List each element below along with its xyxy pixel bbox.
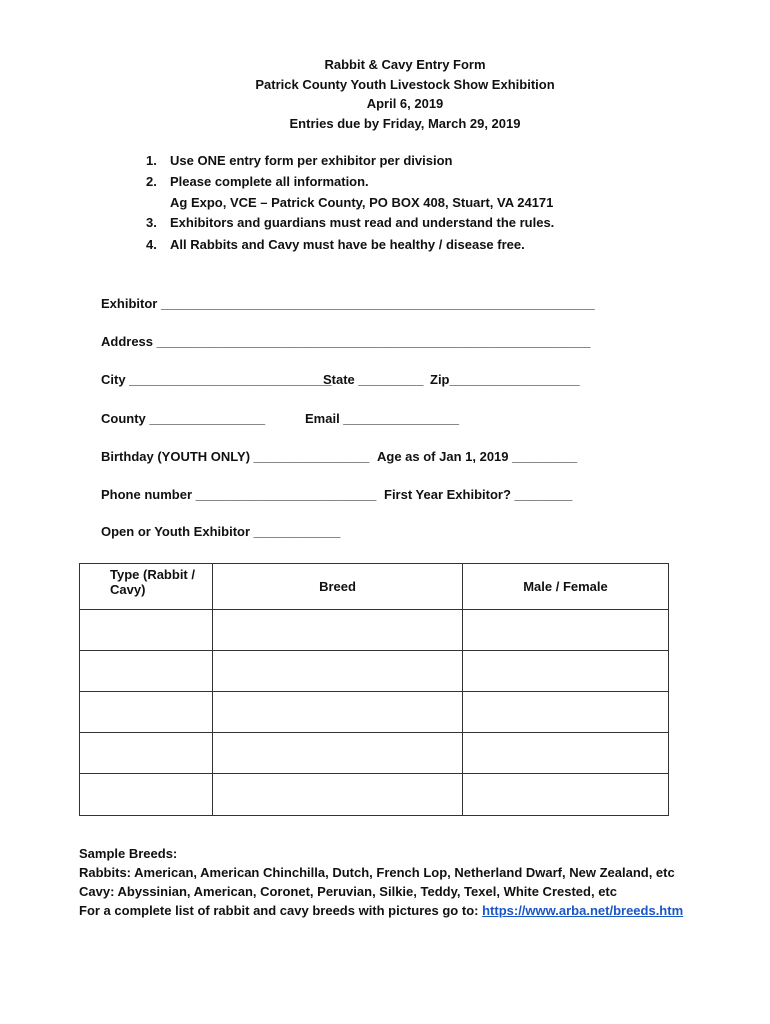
breeds-link[interactable]: https://www.arba.net/breeds.htm	[482, 903, 684, 918]
phone-field[interactable]: Phone number _________________________	[101, 487, 377, 502]
instruction-address: Ag Expo, VCE – Patrick County, PO BOX 408, Stuart, VA 24171	[170, 195, 554, 210]
type-cell[interactable]	[80, 692, 213, 733]
type-cell[interactable]	[80, 651, 213, 692]
breeds-link-line	[79, 903, 683, 918]
entry-deadline: Entries due by Friday, March 29, 2019	[289, 116, 521, 131]
breed-cell[interactable]	[213, 610, 463, 651]
county-field[interactable]: County ________________	[101, 411, 266, 426]
event-name: Patrick County Youth Livestock Show Exhibition	[255, 77, 555, 92]
table-row	[80, 733, 669, 774]
sex-cell[interactable]	[463, 610, 669, 651]
sex-cell[interactable]	[463, 692, 669, 733]
open-youth-field[interactable]: Open or Youth Exhibitor ____________	[101, 524, 341, 539]
breed-cell[interactable]	[213, 774, 463, 816]
breed-cell[interactable]	[213, 651, 463, 692]
exhibitor-field[interactable]: Exhibitor ____________________________________________________________	[101, 296, 595, 311]
type-cell[interactable]	[80, 610, 213, 651]
zip-field[interactable]: Zip__________________	[430, 372, 580, 387]
instruction-text: Please complete all information.	[170, 174, 369, 189]
instruction-number: 1.	[146, 153, 157, 168]
first-year-field[interactable]: First Year Exhibitor? ________	[384, 487, 573, 502]
table-row	[80, 651, 669, 692]
sex-cell[interactable]	[463, 733, 669, 774]
sample-rabbits: Rabbits: American, American Chinchilla, Dutch, French Lop, Netherland Dwarf, New Zealand, etc	[79, 865, 675, 880]
instruction-number: 2.	[146, 174, 157, 189]
column-header-sex: Male / Female	[463, 564, 669, 610]
sex-cell[interactable]	[463, 651, 669, 692]
column-header-type: Type (Rabbit / Cavy)	[80, 564, 213, 610]
column-header-breed: Breed	[213, 564, 463, 610]
sample-cavy: Cavy: Abyssinian, American, Coronet, Peruvian, Silkie, Teddy, Texel, White Crested, etc	[79, 884, 617, 899]
state-field[interactable]: State _________	[323, 372, 424, 387]
instruction-number: 3.	[146, 215, 157, 230]
table-row	[80, 774, 669, 816]
city-field[interactable]: City ____________________________	[101, 372, 332, 387]
address-field[interactable]: Address ____________________________________________________________	[101, 334, 591, 349]
form-title: Rabbit & Cavy Entry Form	[324, 57, 486, 72]
age-field[interactable]: Age as of Jan 1, 2019 _________	[377, 449, 578, 464]
email-field[interactable]: Email ________________	[305, 411, 459, 426]
birthday-field[interactable]: Birthday (YOUTH ONLY) ________________	[101, 449, 370, 464]
instruction-text: All Rabbits and Cavy must have be healthy / disease free.	[170, 237, 525, 252]
type-cell[interactable]	[80, 774, 213, 816]
entry-table	[79, 563, 669, 816]
event-date: April 6, 2019	[366, 96, 444, 111]
sex-cell[interactable]	[463, 774, 669, 816]
sample-heading: Sample Breeds:	[79, 846, 178, 861]
table-row	[80, 692, 669, 733]
breed-cell[interactable]	[213, 733, 463, 774]
breed-cell[interactable]	[213, 692, 463, 733]
instruction-text: Use ONE entry form per exhibitor per division	[170, 153, 453, 168]
table-header-row	[80, 564, 669, 610]
instruction-number: 4.	[146, 237, 157, 252]
table-row	[80, 610, 669, 651]
instruction-text: Exhibitors and guardians must read and understand the rules.	[170, 215, 555, 230]
type-cell[interactable]	[80, 733, 213, 774]
breeds-link-prefix: For a complete list of rabbit and cavy breeds with pictures go to:	[79, 903, 479, 918]
